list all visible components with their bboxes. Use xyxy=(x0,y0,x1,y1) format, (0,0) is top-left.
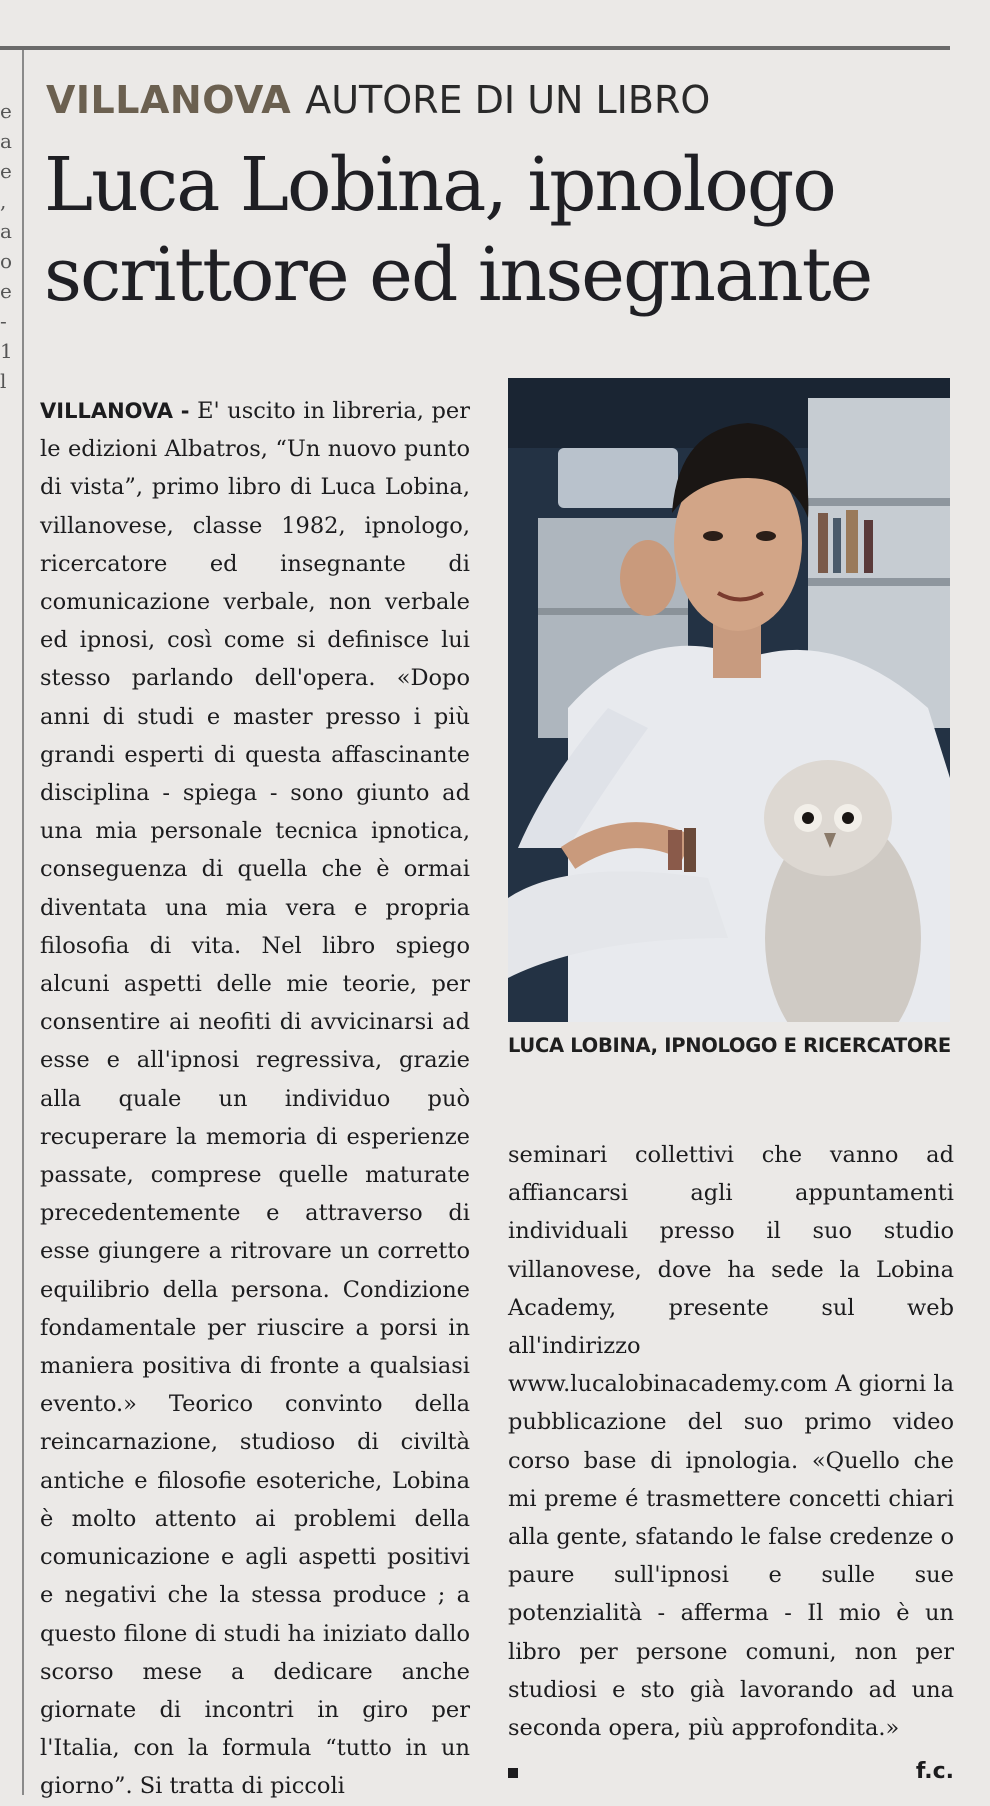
edge-letter: e xyxy=(0,99,12,123)
headline-line-1: Luca Lobina, ipnologo xyxy=(44,142,835,228)
kicker-topic: AUTORE DI UN LIBRO xyxy=(305,78,711,122)
photo-caption: LUCA LOBINA, IPNOLOGO E RICERCATORE xyxy=(508,1034,951,1057)
edge-letter: , xyxy=(0,189,7,213)
author-initials: f.c. xyxy=(915,1759,954,1785)
dateline: VILLANOVA - xyxy=(40,399,190,423)
edge-letter: e xyxy=(0,159,12,183)
kicker-location: VILLANOVA xyxy=(46,78,292,122)
edge-letter: 1 xyxy=(0,339,13,363)
column-rule xyxy=(22,50,24,1795)
cropped-adjacent-column xyxy=(0,96,14,396)
portrait-photo xyxy=(508,378,950,1022)
portrait-illustration xyxy=(508,378,950,1022)
article-column-2 xyxy=(508,1136,954,1791)
article-body-1: E' uscito in libreria, per le edizioni Albatros, “Un nuovo punto di vista”, primo libro di Luca Lobina, villanovese, classe 1982, ipnologo, ricercatore ed insegnante di comunicazione verbale, non verbale ed ipnosi, così come si definisce lui stesso parlando dell'opera. «Dopo anni di studi e master presso i più grandi esperti di questa affascinante disciplina - spiega - sono giunto ad una mia personale tecnica ipnotica, conseguenza di quella che è ormai diventata una mia vera e propria filosofia di vita. Nel libro spiego alcuni aspetti delle mie teorie, per consentire ai neofiti di avvicinarsi ad esse e all'ipnosi regressiva, grazie alla quale un individuo può recuperare la memoria di esperienze passate, comprese quelle maturate precedentemente e attraverso di esse giungere a ritrovare un corretto equilibrio della persona. Condizione fondamentale per riuscire a porsi in maniera positiva di fronte a qualsiasi evento.» Teorico convinto della reincarnazione, studioso di civiltà antiche e filosofie esoteriche, Lobina è molto attento ai problemi della comunicazione e agli aspetti positivi e negativi che la stessa produce ; a questo filone di studi ha iniziato dallo scorso mese a dedicare anche giornate di incontri in giro per l'Italia, con la formula “tutto in un giorno”. Si tratta di piccoli xyxy=(40,398,470,1800)
kicker xyxy=(46,78,710,122)
edge-letter: o xyxy=(0,249,13,273)
top-rule xyxy=(0,46,950,50)
headline xyxy=(44,140,964,320)
headline-line-2: scrittore ed insegnante xyxy=(44,232,872,318)
article-body-2: seminari collettivi che vanno ad affiancarsi agli appuntamenti individuali presso il suo studio villanovese, dove ha sede la Lobina Academy, presente sul web all'indirizzo www.lucalobinacademy.com A giorni la pubblicazione del suo primo video corso base di ipnologia. «Quello che mi preme é trasmettere concetti chiari alla gente, sfatando le false credenze o paure sull'ipnosi e sulle sue potenzialità - afferma - Il mio è un libro per persone comuni, non per studiosi e sto già lavorando ad una seconda opera, più approfondita.» xyxy=(508,1142,954,1742)
edge-letter: a xyxy=(0,219,12,243)
edge-letter: e xyxy=(0,279,12,303)
article-column-1 xyxy=(40,392,470,1806)
edge-letter: - xyxy=(0,309,7,333)
edge-letter: l xyxy=(0,369,7,393)
end-mark-icon xyxy=(508,1768,518,1778)
edge-letter: a xyxy=(0,129,12,153)
